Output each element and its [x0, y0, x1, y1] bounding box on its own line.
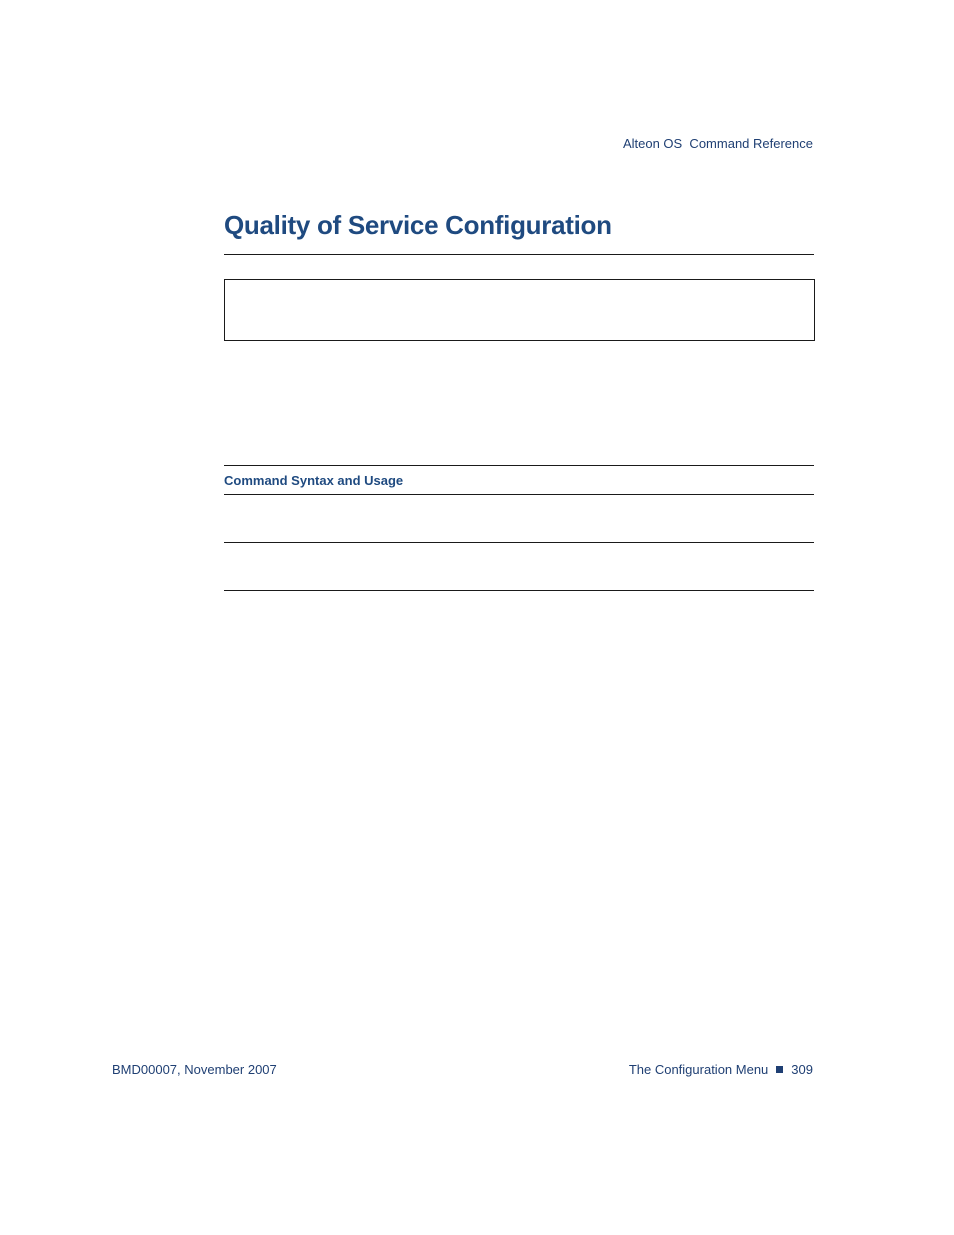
- menu-display-box: [224, 279, 815, 341]
- footer-chapter: The Configuration Menu: [628, 1062, 769, 1077]
- running-header: Alteon OS Command Reference: [622, 136, 813, 151]
- page-title: Quality of Service Configuration: [224, 210, 612, 240]
- table-row: [224, 543, 814, 590]
- footer-doc-id: BMD00007, November 2007: [112, 1062, 277, 1077]
- table-header-label: Command Syntax and Usage: [224, 472, 404, 488]
- table-bottom-rule: [224, 590, 814, 591]
- command-table: [224, 465, 814, 591]
- table-header: [224, 466, 814, 494]
- title-divider: [224, 254, 814, 255]
- square-bullet-icon: [776, 1066, 783, 1073]
- footer-page-info: [629, 1062, 813, 1077]
- footer-page-number: 309: [791, 1062, 813, 1077]
- table-row: [224, 495, 814, 542]
